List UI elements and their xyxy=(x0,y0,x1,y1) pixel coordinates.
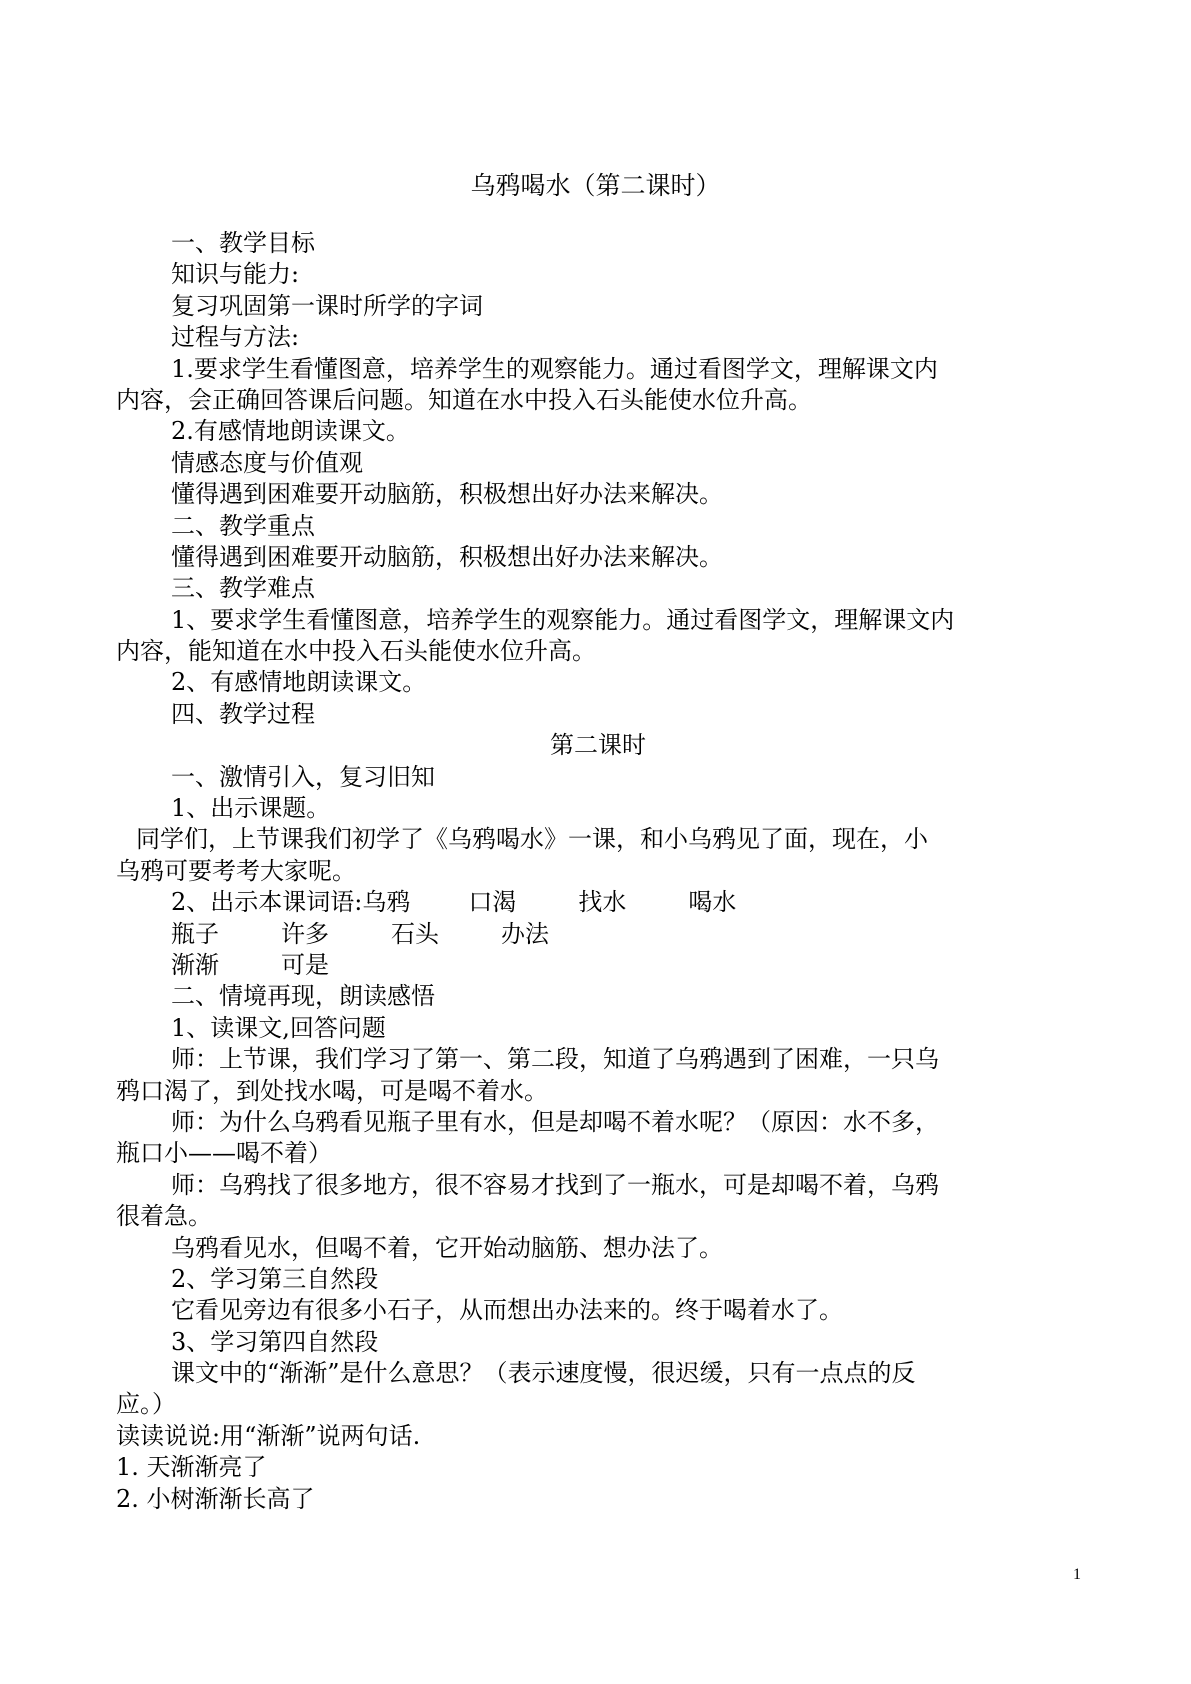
text-line: 一、教学目标 xyxy=(171,229,315,257)
vocab-word: 石头 xyxy=(391,919,439,948)
text-line: 乌鸦可要考考大家呢。 xyxy=(116,856,356,885)
text-line: 三、教学难点 xyxy=(171,574,315,603)
text-line: 乌鸦看见水，但喝不着，它开始动脑筋、想办法了。 xyxy=(171,1233,723,1262)
text-line: 3、学习第四自然段 xyxy=(171,1327,379,1356)
document-title: 乌鸦喝水（第二课时） xyxy=(470,171,721,200)
text-line: 内容，会正确回答课后问题。知道在水中投入石头能使水位升高。 xyxy=(116,385,812,414)
vocab-word: 喝水 xyxy=(688,888,737,917)
text-line: 内容，能知道在水中投入石头能使水位升高。 xyxy=(116,637,596,666)
vocab-word: 口渴 xyxy=(468,888,517,917)
document-body xyxy=(116,228,1080,1515)
text-line: 师：乌鸦找了很多地方，很不容易才找到了一瓶水，可是却喝不着，乌鸦 xyxy=(171,1170,939,1199)
text-line: 读读说说:用“渐渐”说两句话. xyxy=(116,1421,421,1450)
text-line: 二、情境再现，朗读感悟 xyxy=(171,982,435,1011)
text-line: 1、读课文,回答问题 xyxy=(171,1013,386,1042)
text-line: 一、激情引入，复习旧知 xyxy=(171,762,435,791)
text-line: 1.要求学生看懂图意，培养学生的观察能力。通过看图学文，理解课文内 xyxy=(171,354,938,383)
text-line: 情感态度与价值观 xyxy=(171,448,363,477)
text-line: 2、学习第三自然段 xyxy=(171,1264,379,1293)
vocab-word: 可是 xyxy=(281,950,329,979)
text-line: 二、教学重点 xyxy=(171,511,315,540)
text-line: 很着急。 xyxy=(116,1202,212,1231)
vocab-line-3 xyxy=(116,950,1080,981)
text-line: 同学们，上节课我们初学了《乌鸦喝水》一课，和小乌鸦见了面，现在，小 xyxy=(136,825,928,854)
text-line: 应。） xyxy=(116,1390,176,1419)
text-line: 懂得遇到困难要开动脑筋，积极想出好办法来解决。 xyxy=(171,480,723,509)
text-line: 懂得遇到困难要开动脑筋，积极想出好办法来解决。 xyxy=(171,542,723,571)
text-line: 课文中的“渐渐”是什么意思？（表示速度慢，很迟缓，只有一点点的反 xyxy=(171,1359,916,1388)
text-line: 1、要求学生看懂图意，培养学生的观察能力。通过看图学文，理解课文内 xyxy=(171,605,955,634)
page-number: 1 xyxy=(1073,1566,1081,1583)
text-line: 过程与方法: xyxy=(171,323,300,352)
vocab-intro: 2、出示本课词语: xyxy=(171,888,363,917)
text-line: 鸦口渴了，到处找水喝，可是喝不着水。 xyxy=(116,1076,548,1105)
vocab-line-1 xyxy=(116,887,1080,918)
text-line: 知识与能力: xyxy=(171,260,300,289)
vocab-word: 找水 xyxy=(578,888,627,917)
vocab-word: 瓶子 xyxy=(171,919,219,948)
text-line: 师：为什么乌鸦看见瓶子里有水，但是却喝不着水呢？（原因：水不多， xyxy=(171,1107,939,1136)
text-line: 复习巩固第一课时所学的字词 xyxy=(171,291,483,320)
text-line: 1. 天渐渐亮了 xyxy=(116,1453,267,1482)
text-line: 它看见旁边有很多小石子，从而想出办法来的。终于喝着水了。 xyxy=(171,1296,843,1325)
text-line: 2. 小树渐渐长高了 xyxy=(116,1484,315,1513)
text-line: 师：上节课，我们学习了第一、第二段，知道了乌鸦遇到了困难，一只乌 xyxy=(171,1045,939,1074)
paragraph-group-before-vocab xyxy=(116,228,1080,887)
text-line: 2、有感情地朗读课文。 xyxy=(171,668,427,697)
vocab-word: 办法 xyxy=(501,919,549,948)
vocab-word: 渐渐 xyxy=(171,950,219,979)
text-line: 第二课时 xyxy=(550,731,646,760)
text-line: 2.有感情地朗读课文。 xyxy=(171,417,410,446)
vocab-word: 乌鸦 xyxy=(362,888,411,917)
text-line: 1、出示课题。 xyxy=(171,794,331,823)
paragraph-group-after-vocab xyxy=(116,981,1080,1515)
vocab-word: 许多 xyxy=(281,919,329,948)
text-line: 四、教学过程 xyxy=(171,699,315,728)
text-line: 瓶口小——喝不着） xyxy=(116,1139,332,1168)
vocab-line-2 xyxy=(116,919,1080,950)
